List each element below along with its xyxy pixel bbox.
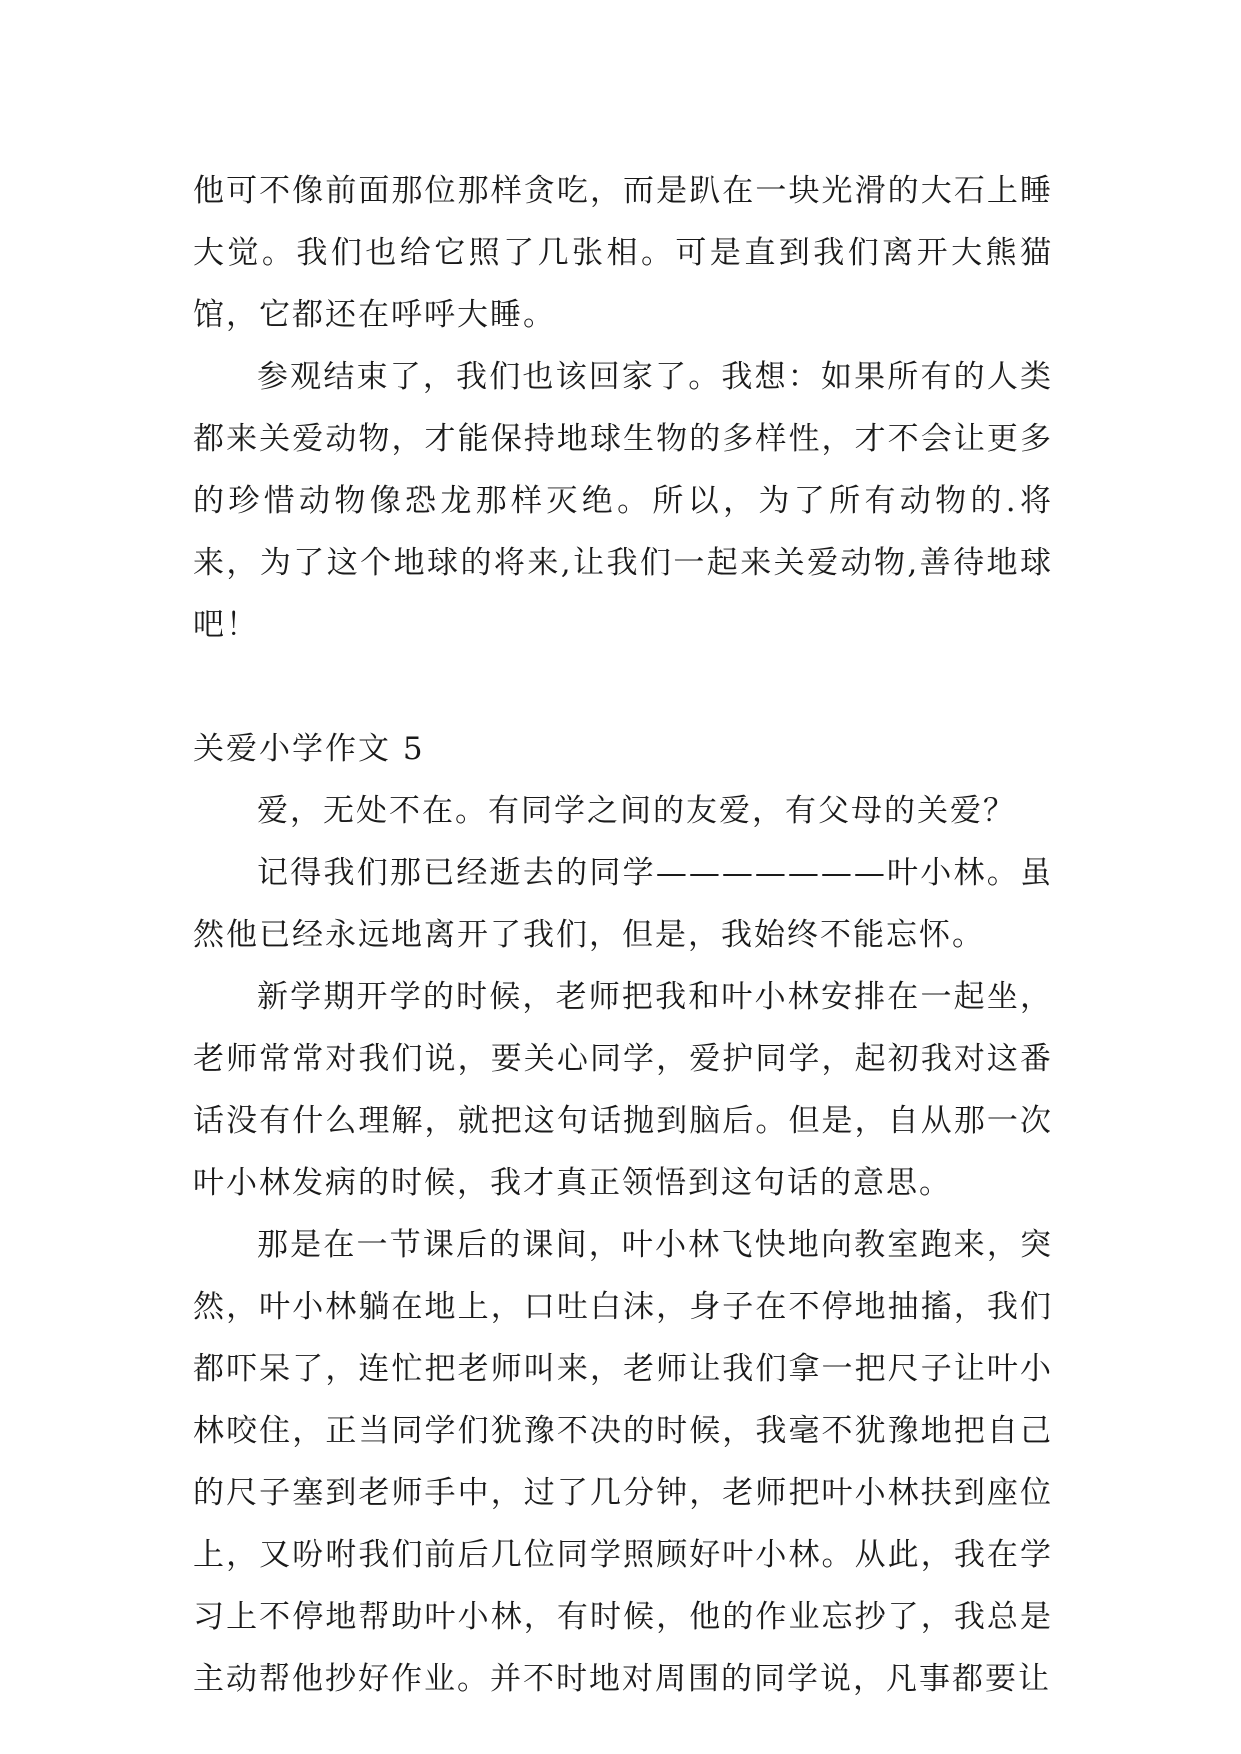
paragraph: 参观结束了，我们也该回家了。我想：如果所有的人类都来关爱动物，才能保持地球生物的多样性，才不会让更多的珍惜动物像恐龙那样灭绝。所以，为了所有动物的.将来，为了这个地球的将来,让我们一起来关爱动物,善待地球吧！ <box>193 359 1053 643</box>
section-spacer <box>193 656 1053 718</box>
paragraph: 新学期开学的时候，老师把我和叶小林安排在一起坐，老师常常对我们说，要关心同学，爱护同学，起初我对这番话没有什么理解，就把这句话抛到脑后。但是，自从那一次叶小林发病的时候，我才真正领悟到这句话的意思。 <box>193 979 1053 1201</box>
section-title: 关爱小学作文 5 <box>193 731 425 767</box>
paragraph: 记得我们那已经逝去的同学———————叶小林。虽然他已经永远地离开了我们，但是，我始终不能忘怀。 <box>193 855 1053 953</box>
paragraph: 那是在一节课后的课间，叶小林飞快地向教室跑来，突然，叶小林躺在地上，口吐白沫，身子在不停地抽搐，我们都吓呆了，连忙把老师叫来，老师让我们拿一把尺子让叶小林咬住，正当同学们犹豫不决的时候，我毫不犹豫地把自己的尺子塞到老师手中，过了几分钟，老师把叶小林扶到座位上，又吩咐我们前后几位同学照顾好叶小林。从此，我在学习上不停地帮助叶小林，有时候，他的作业忘抄了，我总是主动帮他抄好作业。并不时地对周围的同学说，凡事都要让 <box>193 1227 1053 1697</box>
paragraph: 他可不像前面那位那样贪吃，而是趴在一块光滑的大石上睡大觉。我们也给它照了几张相。可是直到我们离开大熊猫馆，它都还在呼呼大睡。 <box>193 173 1053 333</box>
paragraph: 爱，无处不在。有同学之间的友爱，有父母的关爱？ <box>257 793 1016 829</box>
document-body <box>193 160 1053 1710</box>
